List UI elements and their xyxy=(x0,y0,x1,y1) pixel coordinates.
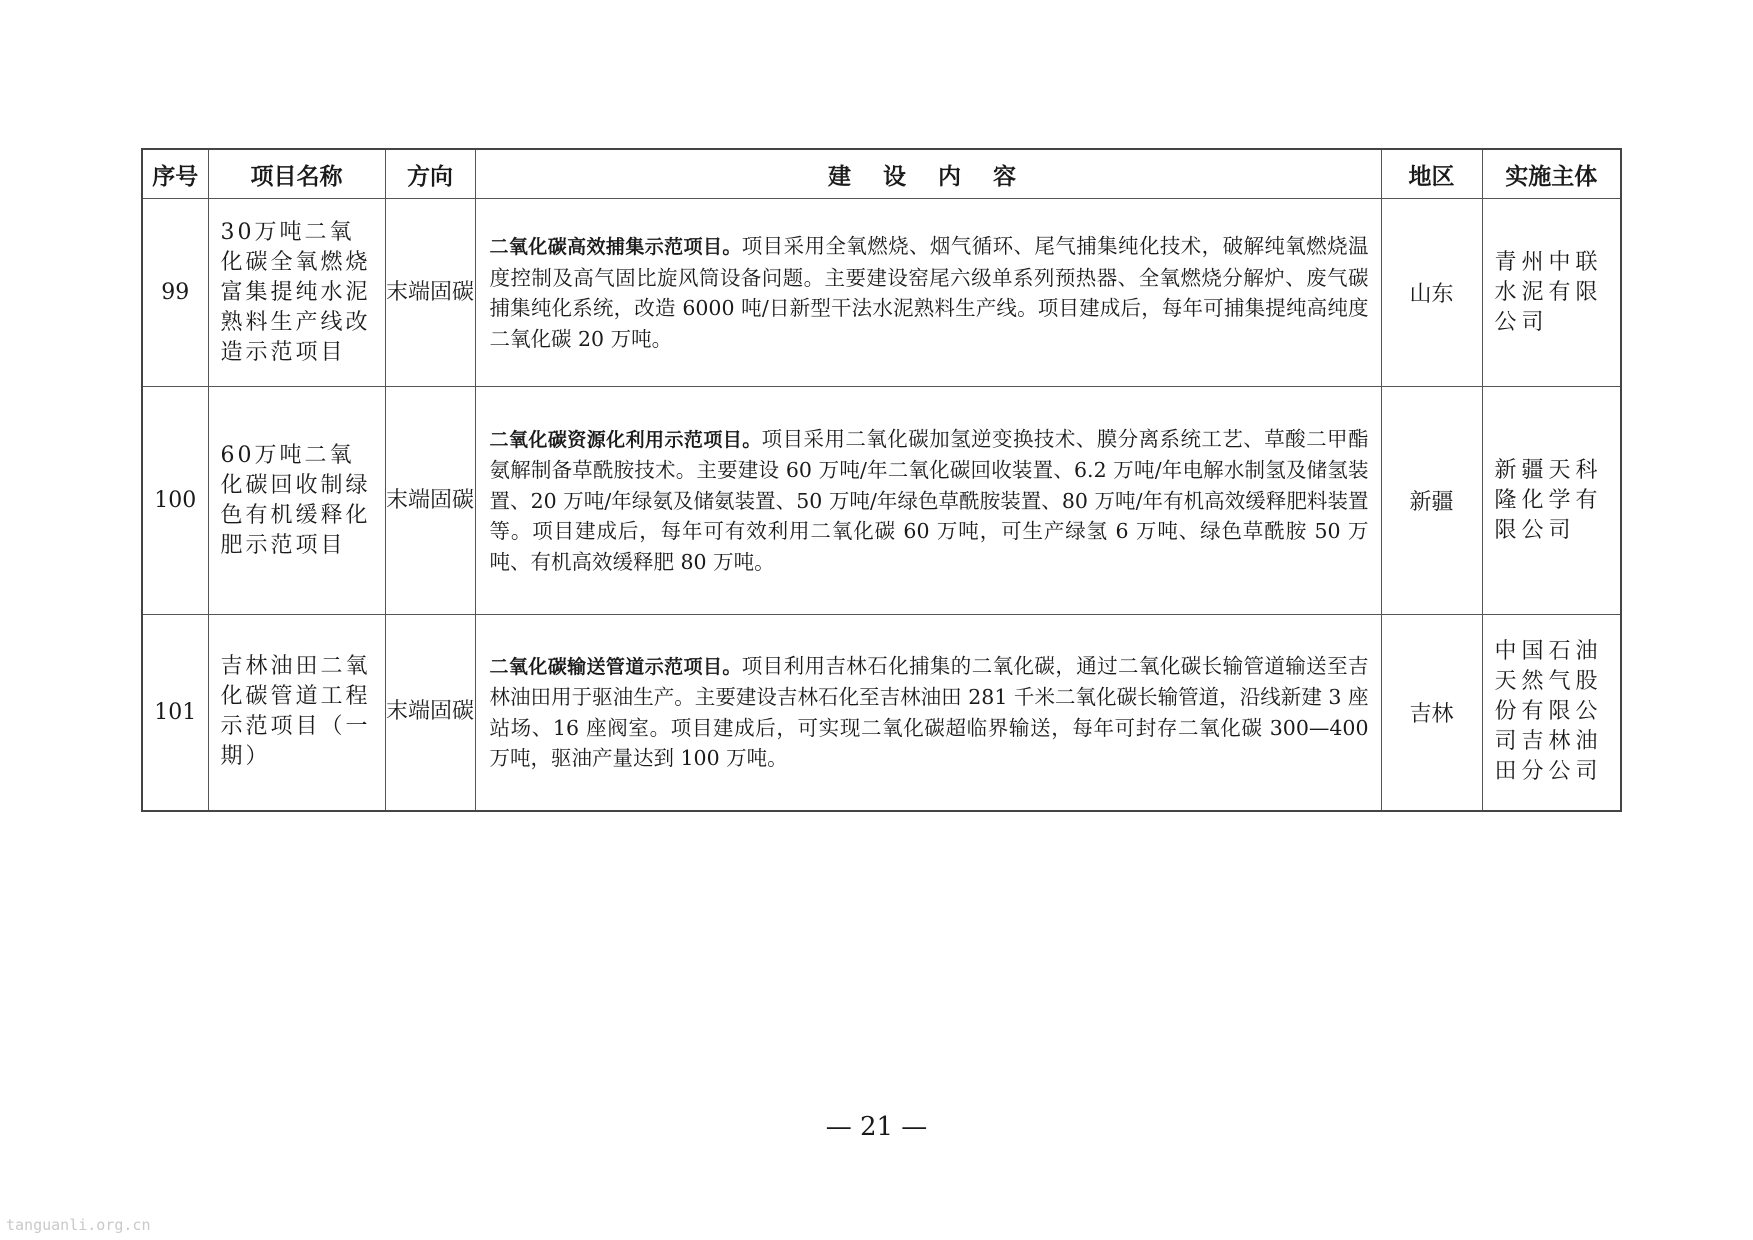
row-content xyxy=(475,387,1381,615)
row-entity: 中国石油天然气股份有限公司吉林油田分公司 xyxy=(1482,615,1621,811)
row-content xyxy=(475,615,1381,811)
header-region: 地区 xyxy=(1381,149,1482,199)
row-content xyxy=(475,199,1381,387)
content-lead: 二氧化碳资源化利用示范项目。 xyxy=(489,428,762,451)
row-region: 山东 xyxy=(1381,199,1482,387)
row-entity: 新疆天科隆化学有限公司 xyxy=(1482,387,1621,615)
header-direction: 方向 xyxy=(385,149,475,199)
row-no: 100 xyxy=(142,387,208,615)
row-entity: 青州中联水泥有限公司 xyxy=(1482,199,1621,387)
content-lead: 二氧化碳输送管道示范项目。 xyxy=(489,655,742,678)
watermark: tanguanli.org.cn xyxy=(6,1216,151,1234)
table-row xyxy=(142,615,1621,811)
project-table xyxy=(141,148,1622,812)
row-project-name: 吉林油田二氧化碳管道工程示范项目（一期） xyxy=(208,615,385,811)
header-no: 序号 xyxy=(142,149,208,199)
header-content: 建 设 内 容 xyxy=(475,149,1381,199)
row-project-name: 30万吨二氧化碳全氧燃烧富集提纯水泥熟料生产线改造示范项目 xyxy=(208,199,385,387)
row-region: 新疆 xyxy=(1381,387,1482,615)
row-no: 101 xyxy=(142,615,208,811)
content-lead: 二氧化碳高效捕集示范项目。 xyxy=(489,236,742,258)
row-direction: 末端固碳 xyxy=(385,199,475,387)
content-body: 项目采用二氧化碳加氢逆变换技术、膜分离系统工艺、草酸二甲酯氨解制备草酰胺技术。主要建设 60 万吨/年二氧化碳回收装置、6.2 万吨/年电解水制氢及储氢装置、20 万吨/年绿氨及储氨装置、50 万吨/年绿色草酰胺装置、80 万吨/年有机高效缓释肥料装置等。项目建成后，每年可有效利用二氧化碳 60 万吨，可生产绿氢 6 万吨、绿色草酰胺 50 万吨、有机高效缓释肥 80 万吨。 xyxy=(489,426,1369,574)
row-project-name: 60万吨二氧化碳回收制绿色有机缓释化肥示范项目 xyxy=(208,387,385,615)
table-row xyxy=(142,199,1621,387)
page-number: — 21 — xyxy=(825,1112,928,1142)
row-direction: 末端固碳 xyxy=(385,387,475,615)
header-entity: 实施主体 xyxy=(1482,149,1621,199)
content-body: 项目利用吉林石化捕集的二氧化碳，通过二氧化碳长输管道输送至吉林油田用于驱油生产。主要建设吉林石化至吉林油田 281 千米二氧化碳长输管道，沿线新建 3 座站场、16 座阀室。项目建成后，可实现二氧化碳超临界输送，每年可封存二氧化碳 300—400 万吨，驱油产量达到 100 万吨。 xyxy=(489,653,1369,771)
content-body: 项目采用全氧燃烧、烟气循环、尾气捕集纯化技术，破解纯氧燃烧温度控制及高气固比旋风筒设备问题。主要建设窑尾六级单系列预热器、全氧燃烧分解炉、废气碳捕集纯化系统，改造 6000 吨/日新型干法水泥熟料生产线。项目建成后，每年可捕集提纯高纯度二氧化碳 20 万吨。 xyxy=(489,234,1369,351)
table-row xyxy=(142,387,1621,615)
row-direction: 末端固碳 xyxy=(385,615,475,811)
table-header-row xyxy=(142,149,1621,199)
row-no: 99 xyxy=(142,199,208,387)
row-region: 吉林 xyxy=(1381,615,1482,811)
header-project-name: 项目名称 xyxy=(208,149,385,199)
